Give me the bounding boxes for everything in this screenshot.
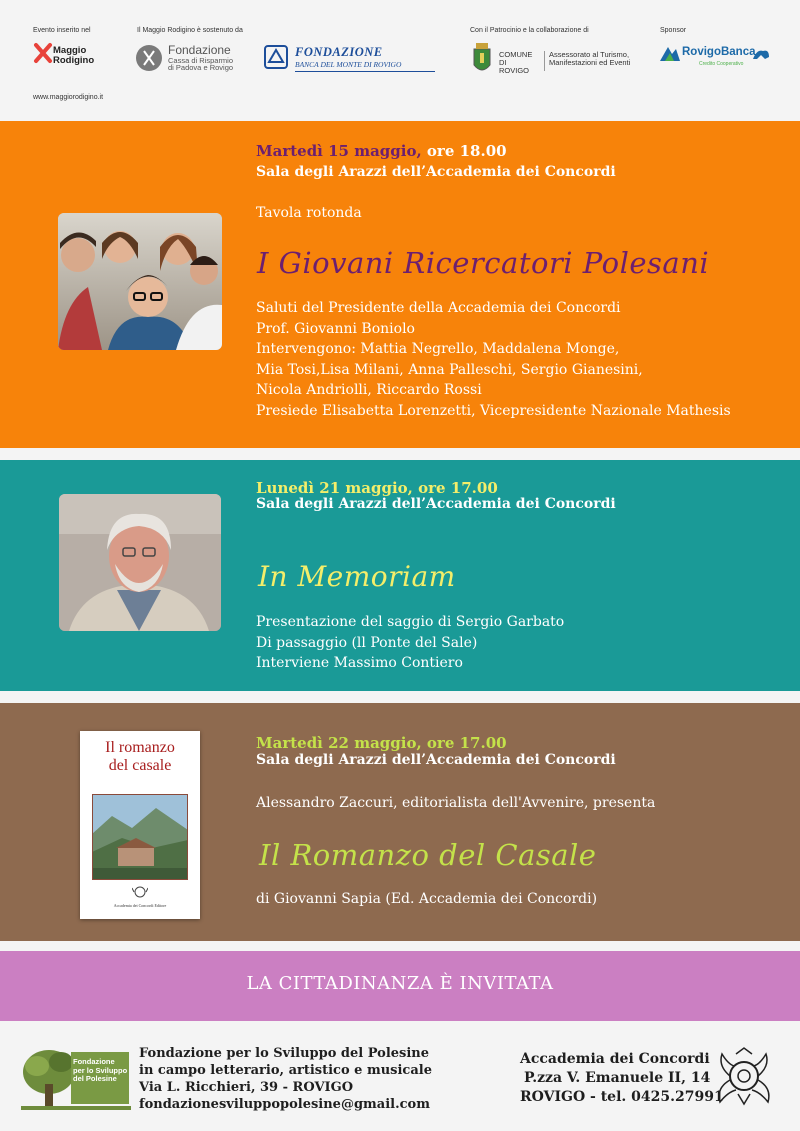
cariparo-emblem-icon	[135, 44, 163, 72]
sponsor-name: RovigoBanca	[682, 46, 756, 58]
event-1-photo	[58, 213, 222, 350]
book-cover	[80, 731, 200, 919]
event-1-line: Prof. Giovanni Boniolo	[256, 320, 415, 337]
event-2-date: Lunedì 21 maggio, ore 17.00	[256, 479, 498, 497]
rovigobanca-logo	[659, 45, 756, 67]
assessorato-line2: Manifestazioni ed Eventi	[549, 57, 631, 67]
event-1-line: Saluti del Presidente della Accademia dei Concordi	[256, 300, 621, 316]
fondazione-bmr-logo	[263, 44, 402, 74]
cariparo-line1: Fondazione	[168, 43, 231, 57]
sponsor-sub: Credito Cooperativo	[699, 61, 744, 67]
footer-org-name: Fondazione per lo Sviluppo del Polesine	[139, 1046, 430, 1061]
accademia-crest-icon	[712, 1046, 776, 1108]
comune-line1: COMUNE	[499, 50, 533, 59]
event-3-details	[256, 889, 597, 910]
book-title-line2: del casale	[108, 757, 172, 774]
invite-text: LA CITTADINANZA È INVITATA	[246, 973, 554, 994]
event-2-title: In Memoriam	[258, 560, 456, 593]
event-1-title: I Giovani Ricercatori Polesani	[257, 246, 710, 280]
lion-emblem-icon	[751, 47, 771, 61]
footer-left-info	[139, 1045, 432, 1113]
event-3-kicker: Alessandro Zaccuri, editorialista dell'Avvenire, presenta	[256, 795, 656, 811]
event-1-line: Mia Tosi,Lisa Milani, Anna Palleschi, Sergio Gianesini,	[256, 361, 643, 378]
event-2-details	[256, 612, 564, 674]
event-1-line: Presiede Elisabetta Lorenzetti, Vicepresidente Nazionale Mathesis	[256, 402, 731, 419]
young-researchers-photo	[58, 213, 222, 350]
event-1-venue: Sala degli Arazzi dell’Accademia dei Concordi	[256, 164, 616, 180]
maggio-logo-line1: Maggio	[53, 45, 87, 56]
event-3-venue: Sala degli Arazzi dell’Accademia dei Concordi	[256, 752, 616, 768]
book-title-line1: Il romanzo	[105, 739, 175, 756]
footer-org-email[interactable]: fondazionesviluppopolesine@gmail.com	[139, 1097, 430, 1112]
maggio-logo-line2: Rodigino	[53, 54, 95, 66]
event-2-venue: Sala degli Arazzi dell’Accademia dei Concordi	[256, 496, 616, 512]
cariparo-line2: Cassa di Risparmio	[168, 55, 234, 65]
event-2-line: Presentazione del saggio di Sergio Garbato	[256, 614, 565, 630]
bmr-line1: FONDAZIONE	[295, 45, 383, 59]
event-3-date: Martedì 22 maggio, ore 17.00	[256, 734, 507, 752]
event-1-datetime	[256, 142, 507, 160]
rovigobanca-mark-icon	[659, 45, 681, 63]
book-publisher: Accademia dei Concordi Editore	[113, 903, 167, 908]
fondazione-cariparo-logo	[135, 43, 234, 76]
event-1-details	[256, 298, 731, 421]
fondazione-sviluppo-logo	[21, 1048, 131, 1112]
event-1-kicker: Tavola rotonda	[256, 205, 362, 221]
patronage-caption: Con il Patrocinio e la collaborazione di	[470, 27, 589, 34]
sponsor-caption: Sponsor	[660, 27, 687, 34]
logo-text-line: del Polesine	[73, 1074, 117, 1083]
footer-org-address: Via L. Ricchieri, 39 - ROVIGO	[139, 1080, 354, 1095]
maggio-url[interactable]: www.maggiorodigino.it	[33, 94, 104, 101]
event-2-line: Interviene Massimo Contiero	[256, 655, 463, 671]
event-1-time: ore 18.00	[421, 142, 507, 160]
footer-accademia-name: Accademia dei Concordi	[520, 1051, 710, 1067]
support-caption: Il Maggio Rodigino è sostenuto da	[137, 27, 243, 34]
comune-logo	[470, 41, 631, 81]
maggio-caption: Evento inserito nel	[33, 27, 91, 34]
footer-accademia-phone: ROVIGO - tel. 0425.27991	[520, 1089, 724, 1105]
comune-line2: DI ROVIGO	[499, 57, 530, 75]
footer-org-scope: in campo letterario, artistico e musicale	[139, 1063, 432, 1078]
comune-crest-icon	[470, 41, 494, 77]
book-cover-title	[80, 739, 200, 775]
bmr-emblem-icon	[263, 44, 289, 70]
sergio-garbato-portrait	[59, 494, 221, 631]
footer-accademia-address: P.zza V. Emanuele II, 14	[524, 1070, 711, 1086]
bmr-line2: BANCA DEL MONTE DI ROVIGO	[295, 60, 435, 72]
footer-right-info	[520, 1050, 724, 1107]
event-2-photo	[59, 494, 221, 631]
logo-text-line: Fondazione	[73, 1057, 115, 1066]
event-1-line: Nicola Andriolli, Riccardo Rossi	[256, 382, 482, 398]
event-3-line: di Giovanni Sapia (Ed. Accademia dei Concordi)	[256, 891, 598, 907]
event-3-title: Il Romanzo del Casale	[259, 838, 597, 872]
event-1-line: Intervengono: Mattia Negrello, Maddalena Monge,	[256, 341, 620, 357]
assessorato-line1: Assessorato al Turismo,	[549, 50, 630, 59]
maggio-flower-icon	[33, 42, 53, 64]
maggio-rodigino-logo	[33, 42, 95, 68]
publisher-emblem-icon	[132, 885, 148, 899]
fondazione-sviluppo-logo-text	[73, 1058, 129, 1084]
event-1-date: Martedì 15 maggio,	[256, 142, 422, 160]
cariparo-line3: di Padova e Rovigo	[168, 63, 234, 73]
logo-text-line: per lo Sviluppo	[73, 1065, 128, 1075]
book-cover-landscape	[92, 794, 188, 880]
event-2-line: Di passaggio (ll Ponte del Sale)	[256, 634, 478, 651]
